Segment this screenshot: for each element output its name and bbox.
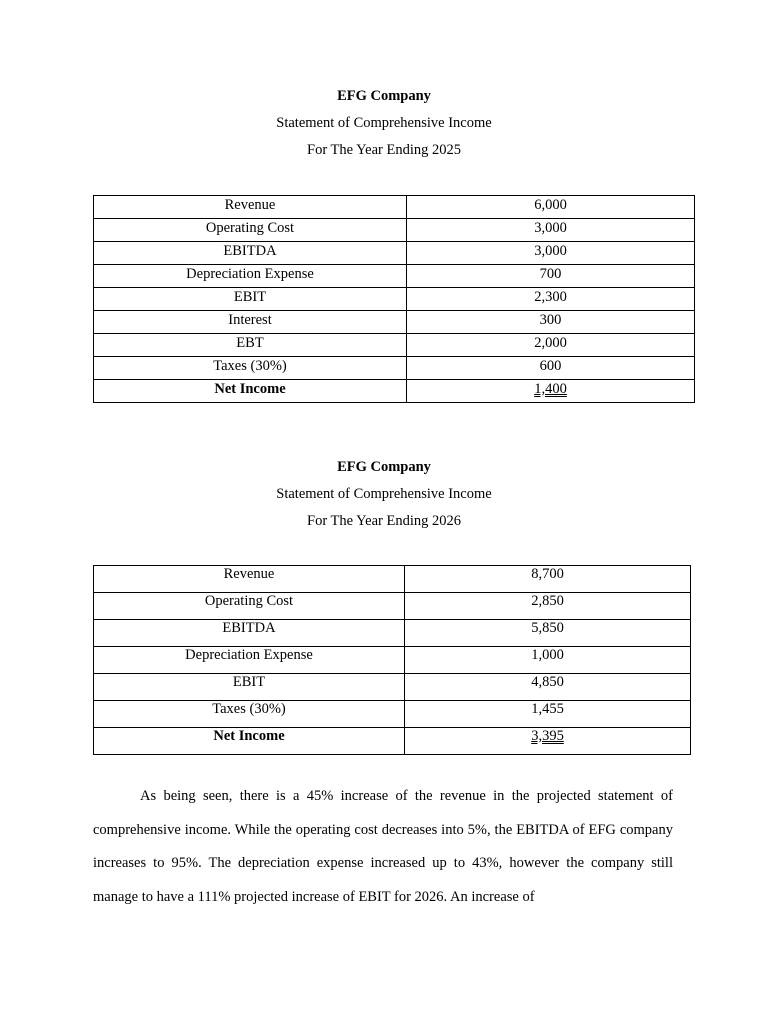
line-item-label: Net Income (94, 728, 405, 755)
line-item-value: 5,850 (531, 620, 564, 636)
net-income-value: 1,400 (534, 381, 567, 397)
statement-title: Statement of Comprehensive Income (276, 115, 492, 131)
line-item-value: 3,000 (534, 220, 567, 236)
line-item-label: Operating Cost (94, 593, 405, 620)
line-item-label: Interest (94, 311, 407, 334)
line-item-label: Revenue (94, 566, 405, 593)
analysis-paragraph: As being seen, there is a 45% increase of the revenue in the projected statement of comprehensive income. While the operating cost decreases into 5%, the EBITDA of EFG company increases to 95%. The depreciation expense increased up to 43%, however the company still manage to have a 111% projected increase of EBIT for 2026. An increase of (93, 788, 673, 905)
table-row (94, 265, 695, 288)
statement-2025-heading (0, 83, 768, 164)
statement-title: Statement of Comprehensive Income (276, 486, 492, 502)
table-row (94, 357, 695, 380)
line-item-value-cell (407, 380, 695, 403)
line-item-label: Net Income (94, 380, 407, 403)
table-row (94, 593, 691, 620)
line-item-value-cell (407, 334, 695, 357)
line-item-label: Depreciation Expense (94, 647, 405, 674)
table-row (94, 566, 691, 593)
statement-2026-heading (0, 454, 768, 535)
table-row (94, 311, 695, 334)
line-item-value-cell (405, 701, 691, 728)
net-income-row (94, 728, 691, 755)
company-name: EFG Company (337, 88, 431, 104)
line-item-value-cell (407, 219, 695, 242)
table-row (94, 701, 691, 728)
line-item-label: EBIT (94, 674, 405, 701)
table-row (94, 647, 691, 674)
income-statement-2026-table (93, 565, 691, 755)
line-item-label: Revenue (94, 196, 407, 219)
line-item-value: 1,455 (531, 701, 564, 717)
line-item-value-cell (405, 728, 691, 755)
line-item-value: 6,000 (534, 197, 567, 213)
table-row (94, 620, 691, 647)
table-row (94, 242, 695, 265)
table-row (94, 334, 695, 357)
line-item-value: 1,000 (531, 647, 564, 663)
line-item-value-cell (407, 288, 695, 311)
line-item-label: Operating Cost (94, 219, 407, 242)
line-item-value: 700 (539, 266, 562, 282)
net-income-value: 3,395 (531, 728, 564, 744)
line-item-value-cell (407, 357, 695, 380)
table-row (94, 288, 695, 311)
statement-period: For The Year Ending 2025 (307, 142, 461, 158)
line-item-label: Depreciation Expense (94, 265, 407, 288)
line-item-value: 3,000 (534, 243, 567, 259)
line-item-value: 2,000 (534, 335, 567, 351)
line-item-label: EBIT (94, 288, 407, 311)
line-item-label: EBT (94, 334, 407, 357)
line-item-value: 2,850 (531, 593, 564, 609)
line-item-value-cell (405, 674, 691, 701)
line-item-value-cell (407, 311, 695, 334)
line-item-value: 4,850 (531, 674, 564, 690)
line-item-label: Taxes (30%) (94, 701, 405, 728)
line-item-value: 8,700 (531, 566, 564, 582)
table-row (94, 674, 691, 701)
table-row (94, 196, 695, 219)
line-item-value-cell (405, 620, 691, 647)
statement-period: For The Year Ending 2026 (307, 513, 461, 529)
line-item-value-cell (405, 566, 691, 593)
income-statement-2025-table (93, 195, 695, 403)
line-item-label: Taxes (30%) (94, 357, 407, 380)
line-item-value: 600 (539, 358, 562, 374)
line-item-label: EBITDA (94, 242, 407, 265)
line-item-label: EBITDA (94, 620, 405, 647)
table-row (94, 219, 695, 242)
line-item-value-cell (405, 593, 691, 620)
line-item-value-cell (407, 265, 695, 288)
line-item-value: 300 (539, 312, 562, 328)
line-item-value-cell (405, 647, 691, 674)
line-item-value-cell (407, 196, 695, 219)
company-name: EFG Company (337, 459, 431, 475)
line-item-value-cell (407, 242, 695, 265)
line-item-value: 2,300 (534, 289, 567, 305)
net-income-row (94, 380, 695, 403)
